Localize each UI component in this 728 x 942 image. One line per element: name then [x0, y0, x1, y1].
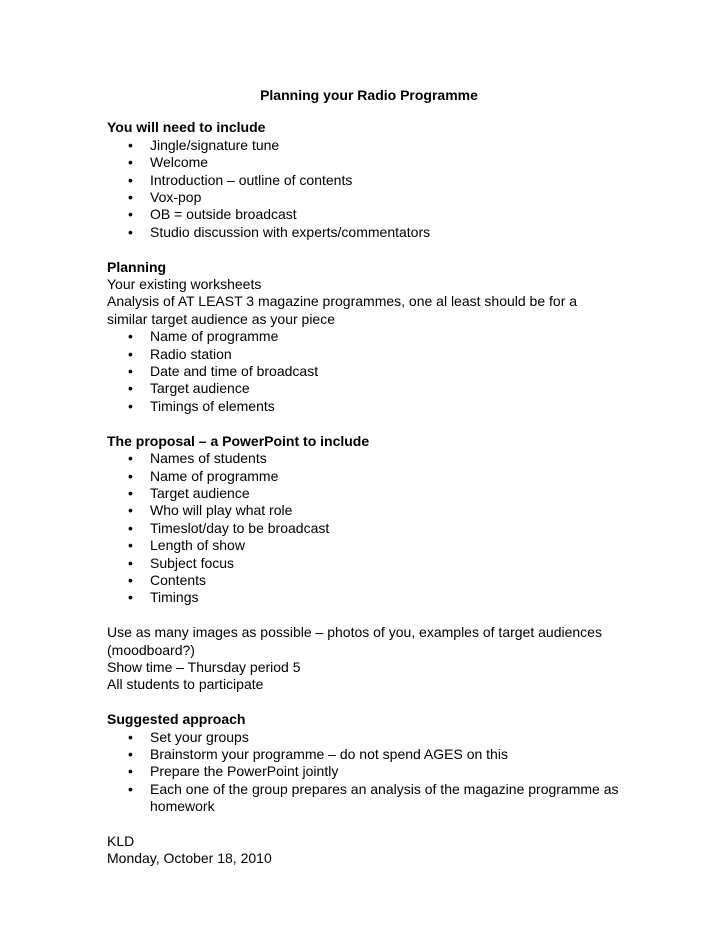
list-item: • Timings — [128, 589, 199, 606]
list-item: • Who will play what role — [128, 502, 293, 519]
bullet-icon: • — [128, 450, 133, 467]
bullet-icon: • — [128, 537, 133, 554]
list-item: • Vox-pop — [128, 189, 202, 206]
list-item: • Timeslot/day to be broadcast — [128, 519, 330, 536]
list-item: • Target audience — [128, 380, 250, 397]
bullet-icon: • — [128, 345, 133, 362]
bullet-icon: • — [128, 554, 133, 571]
spacer — [107, 241, 627, 258]
list-item: • Brainstorm your programme – do not spend AGES on this — [128, 745, 508, 762]
list-item: • Timings of elements — [128, 397, 275, 414]
spacer — [107, 694, 627, 711]
list-item: • OB = outside broadcast — [128, 206, 297, 223]
spacer — [107, 816, 627, 833]
bullet-icon: • — [128, 467, 133, 484]
participation-line: All students to participate — [107, 676, 264, 693]
list-item: • Jingle/signature tune — [128, 136, 280, 153]
bullet-icon: • — [128, 728, 133, 745]
planning-line: Analysis of AT LEAST 3 magazine programmes, one al least should be for a — [107, 293, 578, 310]
list-item: • Set your groups — [128, 728, 249, 745]
spacer — [107, 607, 627, 624]
section-heading-approach: Suggested approach — [107, 711, 246, 728]
planning-line: similar target audience as your piece — [107, 310, 336, 327]
showtime-line: Show time – Thursday period 5 — [107, 658, 301, 675]
list-item: • Prepare the PowerPoint jointly — [128, 763, 339, 780]
bullet-icon: • — [128, 589, 133, 606]
list-item: • Each one of the group prepares an analysis of the magazine programme as homework — [128, 780, 619, 815]
bullet-icon: • — [128, 206, 133, 223]
images-line: Use as many images as possible – photos of you, examples of target audiences — [107, 624, 602, 641]
list-item: • Welcome — [128, 154, 209, 171]
document-date: Monday, October 18, 2010 — [107, 850, 272, 867]
bullet-icon: • — [128, 745, 133, 762]
list-item: • Date and time of broadcast — [128, 363, 319, 380]
list-item: • Name of programme — [128, 328, 279, 345]
list-item: • Introduction – outline of contents — [128, 171, 353, 188]
list-item: • Subject focus — [128, 554, 235, 571]
list-item: • Names of students — [128, 450, 267, 467]
spacer — [107, 415, 627, 432]
bullet-icon: • — [128, 484, 133, 501]
bullet-icon: • — [128, 519, 133, 536]
bullet-icon: • — [128, 763, 133, 780]
list-item: • Target audience — [128, 484, 250, 501]
bullet-icon: • — [128, 380, 133, 397]
section-heading-include: You will need to include — [107, 119, 266, 136]
approach-list — [107, 729, 627, 816]
bullet-icon: • — [128, 223, 133, 240]
bullet-icon: • — [128, 363, 133, 380]
images-line: (moodboard?) — [107, 641, 195, 658]
bullet-icon: • — [128, 171, 133, 188]
planning-list — [107, 328, 627, 415]
bullet-icon: • — [128, 397, 133, 414]
bullet-icon: • — [128, 780, 133, 797]
section-heading-proposal: The proposal – a PowerPoint to include — [107, 432, 370, 449]
proposal-list — [107, 450, 627, 607]
bullet-icon: • — [128, 571, 133, 588]
document-title: Planning your Radio Programme — [260, 87, 478, 103]
bullet-icon: • — [128, 136, 133, 153]
document-page — [107, 87, 627, 868]
bullet-icon: • — [128, 154, 133, 171]
bullet-icon: • — [128, 502, 133, 519]
list-item: • Length of show — [128, 537, 245, 554]
author-initials: KLD — [107, 832, 135, 849]
section-heading-planning: Planning — [107, 258, 167, 275]
list-item: • Name of programme — [128, 467, 279, 484]
list-item: • Studio discussion with experts/commentators — [128, 223, 431, 240]
bullet-icon: • — [128, 189, 133, 206]
include-list — [107, 137, 627, 241]
list-item: • Contents — [128, 571, 207, 588]
bullet-icon: • — [128, 328, 133, 345]
planning-line: Your existing worksheets — [107, 276, 262, 293]
list-item: • Radio station — [128, 345, 232, 362]
